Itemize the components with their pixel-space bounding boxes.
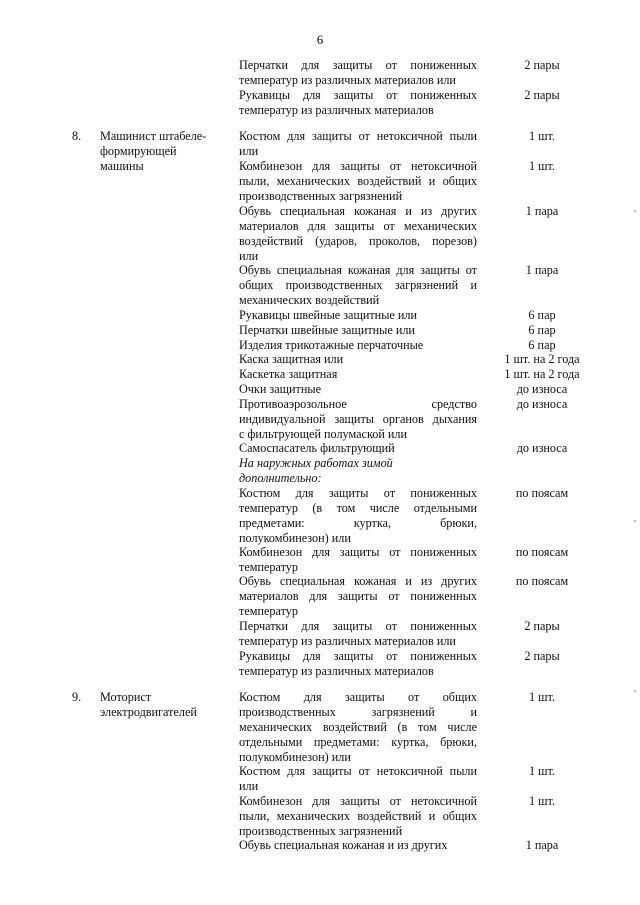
issue-quantity: 1 шт.: [529, 129, 555, 143]
issue-quantity: 1 пара: [525, 838, 559, 852]
issue-quantity: по поясам: [515, 545, 569, 559]
ppe-item-line: Обувь специальная кожаная для защиты от: [239, 263, 477, 277]
ppe-item-line: механических воздействий: [239, 292, 380, 307]
ppe-item-line: полукомбинезон) или: [239, 749, 351, 764]
issue-quantity: 1 шт.: [529, 794, 555, 808]
ppe-item: [239, 58, 477, 88]
ppe-item-line: Самоспасатель фильтрующий: [239, 441, 395, 455]
ppe-item-line: температур: [239, 603, 298, 618]
ppe-item: [239, 545, 477, 575]
scan-edge-mark: [634, 690, 636, 692]
ppe-item: [239, 367, 477, 382]
ppe-item-line: предметами: куртка, брюки,: [239, 515, 477, 530]
ppe-item-line: или: [239, 248, 259, 263]
issue-quantity: 1 шт.: [529, 764, 555, 778]
ppe-item-line: Рукавицы швейные защитные или: [239, 308, 417, 322]
ppe-item-line: механических воздействий (в том числе: [239, 719, 477, 734]
ppe-item-line: температур (в том числе отдельными: [239, 500, 477, 515]
ppe-item: [239, 649, 477, 679]
ppe-item-line: Костюм для защиты от нетоксичной пыли: [239, 764, 477, 778]
issue-quantity: до износа: [516, 382, 568, 396]
issue-quantity: 6 пар: [528, 308, 556, 322]
ppe-item-line: Костюм для защиты от общих: [239, 690, 477, 704]
ppe-item: [239, 352, 477, 367]
ppe-item-line: Костюм для защиты от нетоксичной пыли: [239, 129, 477, 143]
ppe-item-line: Перчатки швейные защитные или: [239, 323, 415, 337]
issue-quantity: 2 пары: [524, 619, 560, 633]
ppe-item-line: Обувь специальная кожаная и из других: [239, 574, 477, 588]
issue-quantity: 1 пара: [525, 263, 559, 277]
ppe-item: [239, 88, 477, 118]
ppe-item-line: пыли, механических воздействий и общих: [239, 173, 477, 188]
ppe-item-line: Очки защитные: [239, 382, 321, 396]
ppe-item: [239, 323, 477, 338]
issue-quantity: 2 пары: [524, 58, 560, 72]
ppe-item-line: Каска защитная или: [239, 352, 344, 366]
ppe-item-line: воздействий (ударов, проколов, порезов): [239, 233, 477, 248]
ppe-item: [239, 794, 477, 839]
ppe-item-line: Комбинезон для защиты от пониженных: [239, 545, 477, 559]
ppe-item: [239, 397, 477, 442]
issue-quantity: 1 шт. на 2 года: [504, 352, 580, 366]
row-number: 8.: [72, 129, 82, 143]
ppe-item-line: Перчатки для защиты от пониженных: [239, 619, 477, 633]
profession-name: [100, 129, 230, 174]
ppe-item-line: Рукавицы для защиты от пониженных: [239, 649, 477, 663]
ppe-item-line: Комбинезон для защиты от нетоксичной: [239, 159, 477, 173]
ppe-item: [239, 338, 477, 353]
row-number: 9.: [72, 690, 82, 704]
issue-quantity: по поясам: [515, 574, 569, 588]
scan-edge-mark: [634, 210, 636, 212]
ppe-item-line: общих производственных загрязнений и: [239, 277, 477, 292]
ppe-item-line: или: [239, 778, 259, 793]
ppe-item-line: или: [239, 143, 259, 158]
issue-quantity: до износа: [516, 397, 568, 411]
issue-quantity: 1 шт.: [529, 690, 555, 704]
ppe-item-line: температур: [239, 559, 298, 574]
ppe-item: [239, 308, 477, 323]
ppe-item: [239, 204, 477, 264]
ppe-item-line: отдельными предметами: куртка, брюки,: [239, 734, 477, 749]
ppe-item-line: индивидуальной защиты органов дыхания: [239, 411, 477, 426]
ppe-item-line: Перчатки для защиты от пониженных: [239, 58, 477, 72]
ppe-item: [239, 382, 477, 397]
profession-line: Моторист: [100, 690, 152, 704]
issue-quantity: до износа: [516, 441, 568, 455]
ppe-item-line: температур из различных материалов: [239, 663, 434, 678]
ppe-item-line: температур из различных материалов: [239, 102, 434, 117]
ppe-item: [239, 838, 477, 853]
issue-quantity: 6 пар: [528, 323, 556, 337]
ppe-item-line: температур из различных материалов или: [239, 633, 456, 648]
profession-line: Машинист штабеле-: [100, 129, 207, 143]
ppe-item: [239, 441, 477, 456]
profession-line: электродвигателей: [100, 704, 197, 719]
ppe-item-line: производственных загрязнений: [239, 823, 403, 838]
ppe-item: [239, 456, 477, 486]
profession-name: [100, 690, 230, 720]
ppe-item: [239, 159, 477, 204]
ppe-item-line: Комбинезон для защиты от нетоксичной: [239, 794, 477, 808]
ppe-item-line: Изделия трикотажные перчаточные: [239, 338, 424, 352]
ppe-item-line: дополнительно:: [239, 470, 322, 485]
ppe-item-line: Обувь специальная кожаная и из других: [239, 838, 448, 852]
ppe-item-line: материалов для защиты от механических: [239, 218, 477, 233]
ppe-item: [239, 129, 477, 159]
issue-quantity: по поясам: [515, 486, 569, 500]
profession-line: формирующей: [100, 143, 177, 158]
ppe-item-line: пыли, механических воздействий и общих: [239, 808, 477, 823]
ppe-item-line: с фильтрующей полумаской или: [239, 426, 408, 441]
ppe-item-line: Обувь специальная кожаная и из других: [239, 204, 477, 218]
issue-quantity: 1 шт.: [529, 159, 555, 173]
ppe-item: [239, 263, 477, 308]
ppe-item: [239, 619, 477, 649]
ppe-item-line: полукомбинезон) или: [239, 530, 351, 545]
ppe-item-line: Каскетка защитная: [239, 367, 338, 381]
ppe-item-line: Рукавицы для защиты от пониженных: [239, 88, 477, 102]
scan-edge-mark: [634, 520, 636, 522]
issue-quantity: 6 пар: [528, 338, 556, 352]
ppe-item-line: производственных загрязнений: [239, 188, 403, 203]
ppe-item: [239, 764, 477, 794]
issue-quantity: 2 пары: [524, 649, 560, 663]
issue-quantity: 1 пара: [525, 204, 559, 218]
issue-quantity: 2 пары: [524, 88, 560, 102]
ppe-item-line: На наружных работах зимой: [239, 456, 393, 470]
ppe-item-line: производственных загрязнений и: [239, 704, 477, 719]
ppe-item: [239, 690, 477, 765]
profession-line: машины: [100, 158, 144, 173]
ppe-item-line: Костюм для защиты от пониженных: [239, 486, 477, 500]
ppe-item: [239, 486, 477, 546]
issue-quantity: 1 шт. на 2 года: [504, 367, 580, 381]
ppe-item-line: материалов для защиты от пониженных: [239, 588, 477, 603]
page-number: 6: [316, 32, 324, 47]
ppe-item-line: Противоаэрозольное средство: [239, 397, 477, 411]
ppe-item-line: температур из различных материалов или: [239, 72, 456, 87]
ppe-item: [239, 574, 477, 619]
